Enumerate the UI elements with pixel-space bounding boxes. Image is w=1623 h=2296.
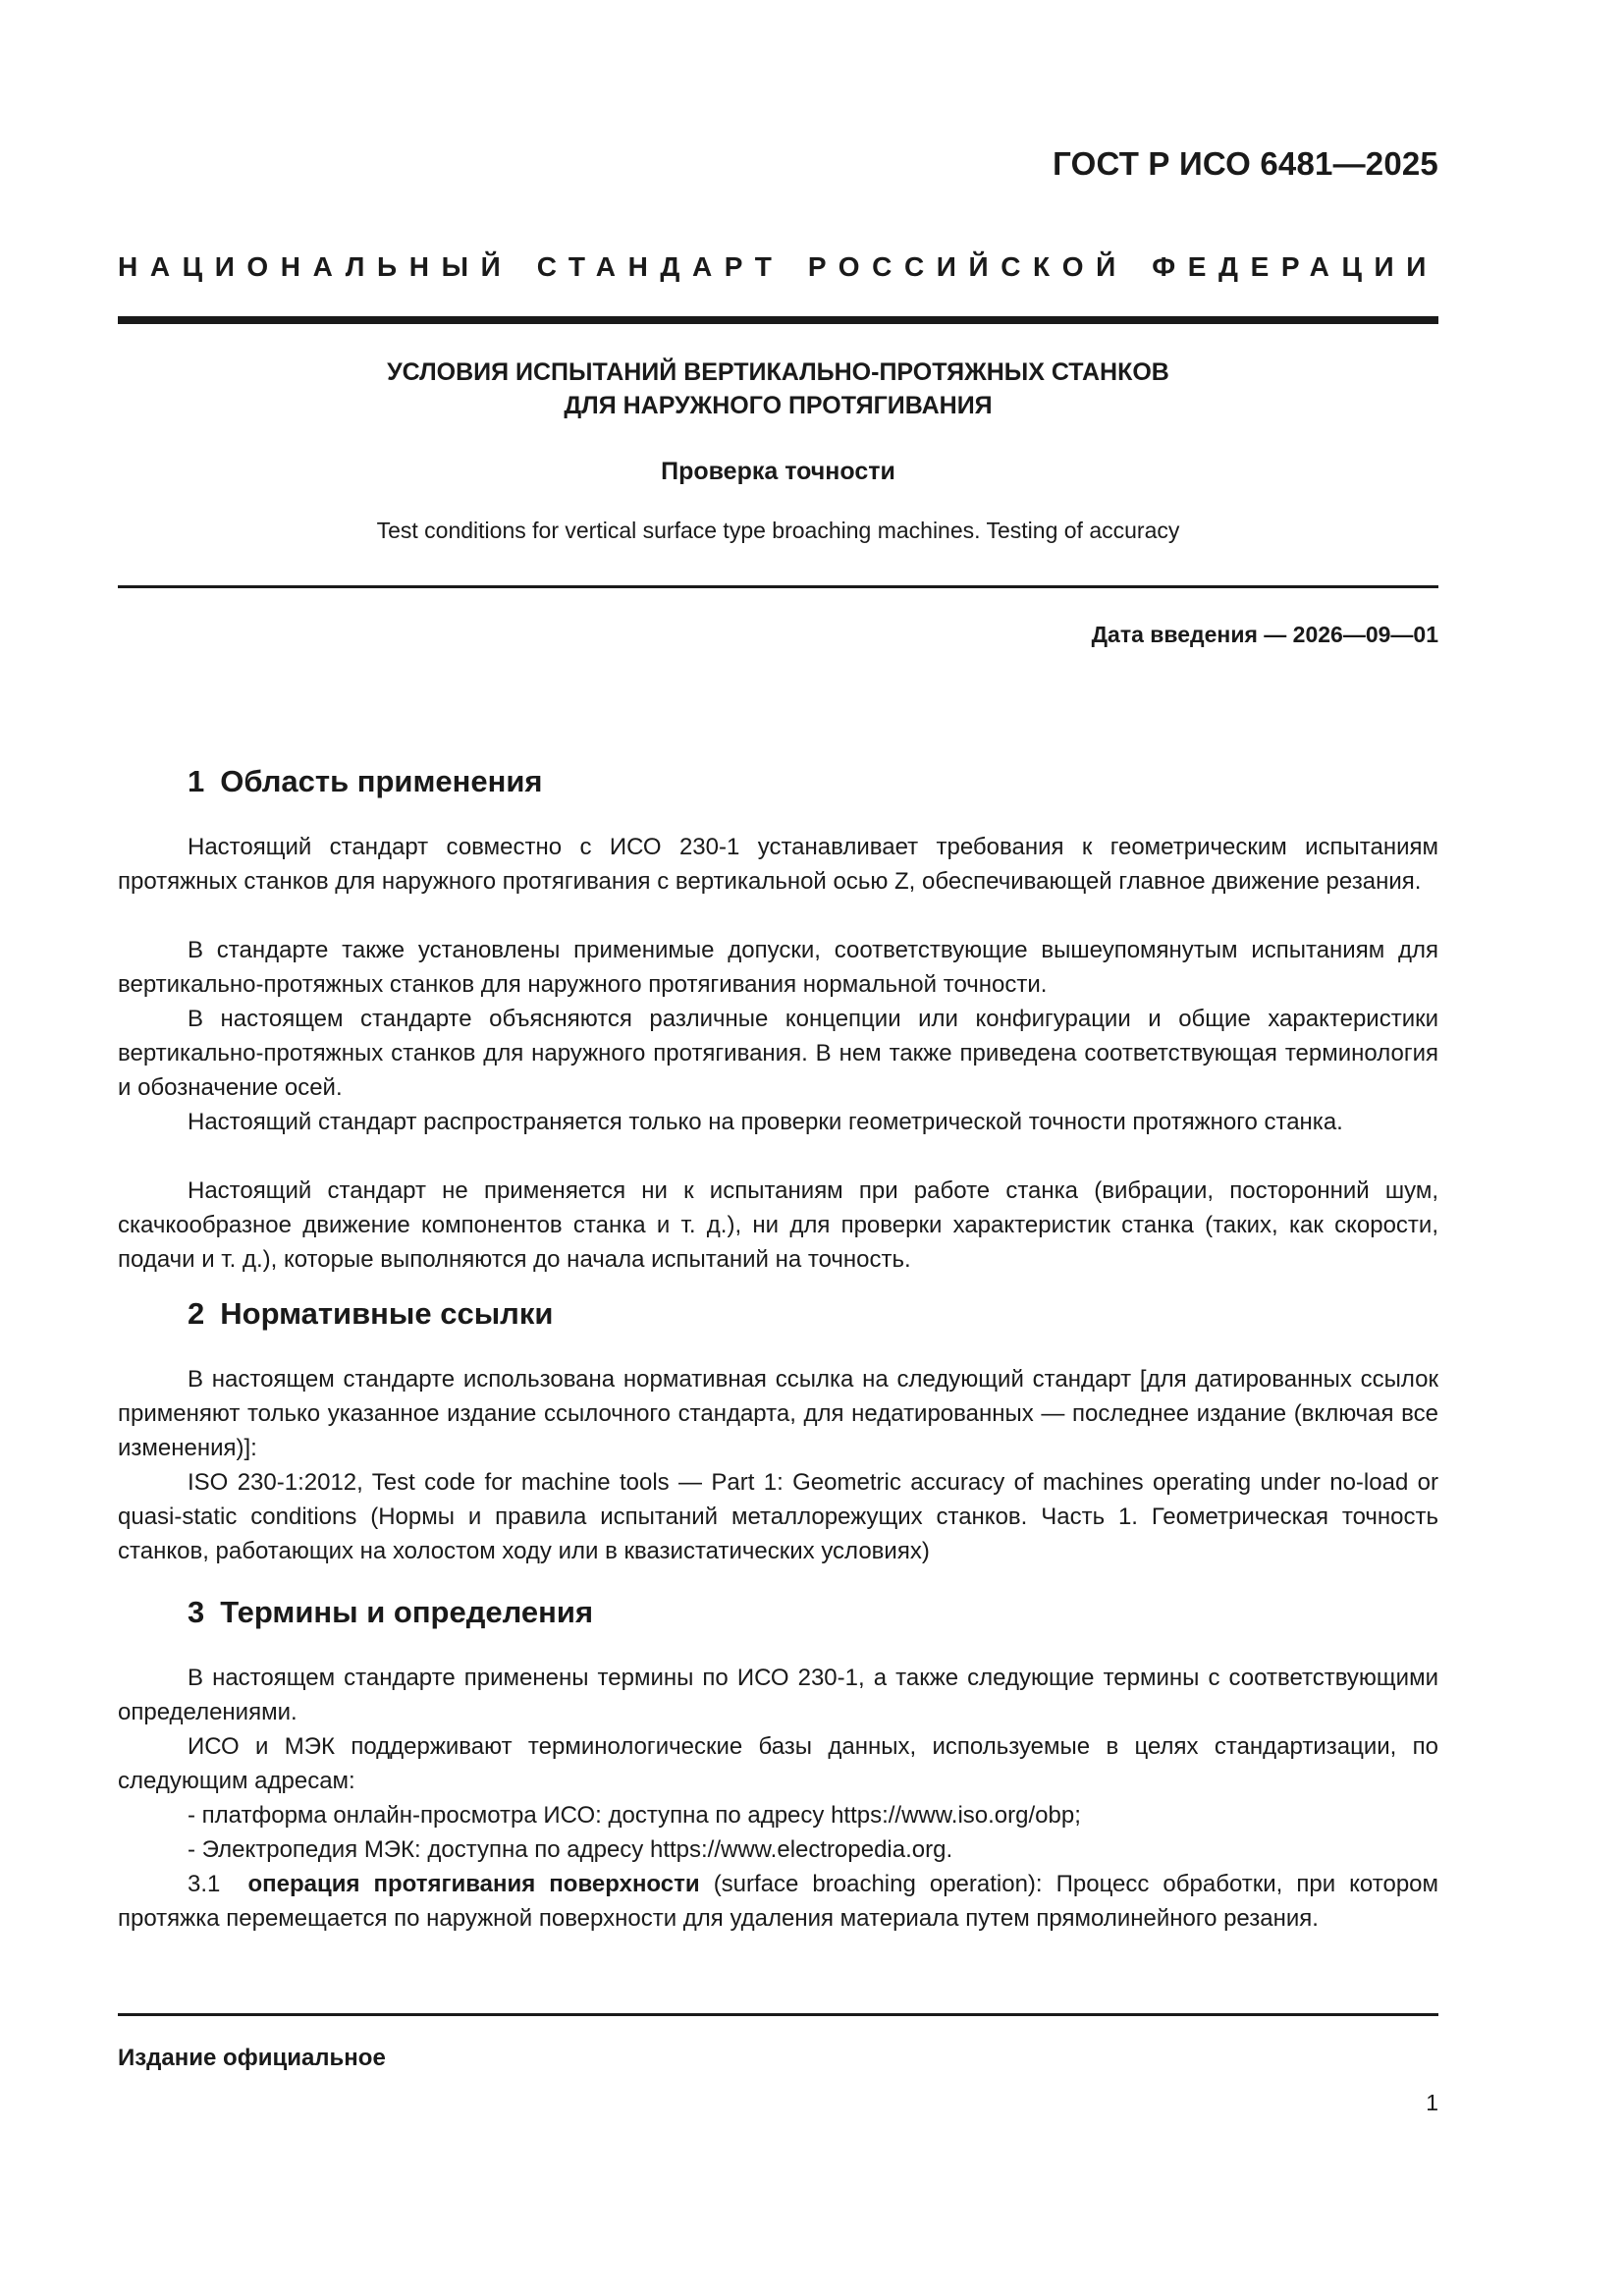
paragraph: ISO 230-1:2012, Test code for machine tools — Part 1: Geometric accuracy of machines operating under no-load or quasi-static conditions (Нормы и правила испытаний металлорежущих станков. Часть 1. Геометрическая точность станков, работающих на холостом ходу или в квазистатических условиях): [118, 1469, 1438, 1564]
standard-title: [118, 355, 1438, 422]
term-name: операция протягивания поверхности: [247, 1871, 700, 1897]
edition-label: Издание официальное: [118, 2045, 386, 2071]
section-number: 1: [188, 764, 205, 798]
paragraph: Настоящий стандарт распространяется только на проверки геометрической точности протяжного станка.: [188, 1109, 1343, 1135]
paragraph: ИСО и МЭК поддерживают терминологические базы данных, используемые в целях стандартизации, по следующим адресам:: [118, 1733, 1438, 1794]
paragraph: В стандарте также установлены применимые допуски, соответствующие вышеупомянутым испытаниям для вертикально-протяжных станков для наружного протягивания нормальной точности.: [118, 937, 1438, 998]
paragraph: В настоящем стандарте объясняются различные концепции или конфигурации и общие характеристики вертикально-протяжных станков для наружного протягивания. В нем также приведена соответствующая терминология и обозначение осей.: [118, 1006, 1438, 1101]
standard-title-line-2: ДЛЯ НАРУЖНОГО ПРОТЯГИВАНИЯ: [564, 392, 993, 419]
section-title: Термины и определения: [220, 1595, 594, 1629]
english-title: Test conditions for vertical surface type broaching machines. Testing of accuracy: [376, 518, 1180, 543]
section-heading-2: [188, 1296, 553, 1332]
section-heading-3: [188, 1595, 593, 1630]
section-title: Нормативные ссылки: [220, 1296, 554, 1331]
paragraph: Настоящий стандарт не применяется ни к испытаниям при работе станка (вибрации, посторонний шум, скачкообразное движение компонентов станка и т. д.), ни для проверки характеристик станка (таких, как скорости, подачи и т. д.), которые выполняются до начала испытаний на точность.: [118, 1177, 1438, 1273]
list-item: - платформа онлайн-просмотра ИСО: доступна по адресу https://www.iso.org/obp;: [188, 1802, 1081, 1829]
term-definition: [118, 1867, 1438, 1936]
section-number: 3: [188, 1595, 205, 1629]
paragraph: Настоящий стандарт совместно с ИСО 230-1 устанавливает требования к геометрическим испытаниям протяжных станков для наружного протягивания с вертикальной осью Z, обеспечивающей главное движение резания.: [118, 834, 1438, 895]
introduction-date: Дата введения — 2026—09—01: [1091, 622, 1438, 647]
document-number: ГОСТ Р ИСО 6481—2025: [1053, 145, 1438, 182]
term-text: (surface broaching operation): Процесс обработки, при котором протяжка перемещается по наружной поверхности для удаления материала путем прямолинейного резания.: [118, 1871, 1439, 1932]
paragraph: В настоящем стандарте использована нормативная ссылка на следующий стандарт [для датированных ссылок применяют только указанное издание ссылочного стандарта, для недатированных — последнее издание (включая все изменения)]:: [118, 1366, 1438, 1461]
paragraph: В настоящем стандарте применены термины по ИСО 230-1, а также следующие термины с соответствующими определениями.: [118, 1665, 1438, 1725]
title-divider: [118, 585, 1438, 588]
header-divider: [118, 316, 1438, 324]
standard-subtitle: Проверка точности: [661, 458, 895, 485]
document-page: [118, 0, 1438, 2296]
list-item: - Электропедия МЭК: доступна по адресу https://www.electropedia.org.: [188, 1836, 953, 1863]
section-heading-1: [188, 764, 543, 799]
section-number: 2: [188, 1296, 205, 1331]
section-title: Область применения: [220, 764, 543, 798]
national-standard-title: НАЦИОНАЛЬНЫЙ СТАНДАРТ РОССИЙСКОЙ ФЕДЕРАЦИИ: [118, 251, 1438, 282]
term-number: 3.1: [188, 1871, 221, 1897]
standard-title-line-1: УСЛОВИЯ ИСПЫТАНИЙ ВЕРТИКАЛЬНО-ПРОТЯЖНЫХ СТАНКОВ: [387, 358, 1169, 386]
page-number: 1: [1426, 2090, 1438, 2115]
footer-divider: [118, 2013, 1438, 2016]
